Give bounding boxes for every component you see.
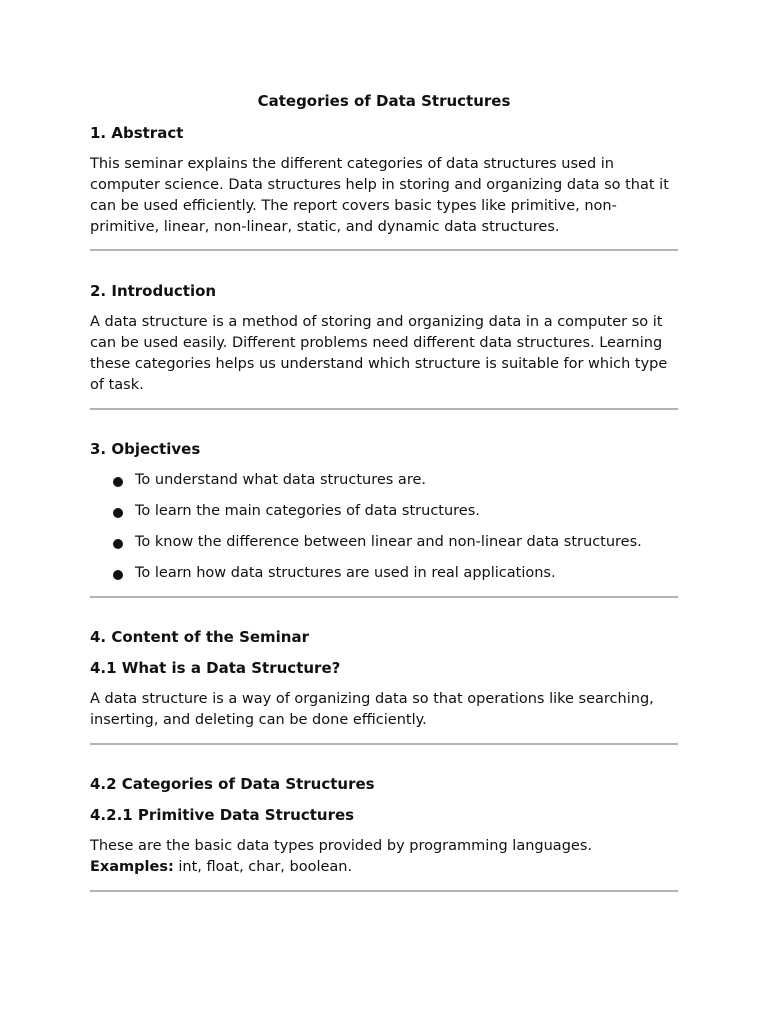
bullet-icon — [113, 477, 123, 487]
categories-section — [90, 774, 678, 878]
content-heading: 4. Content of the Seminar — [90, 628, 310, 646]
list-item — [90, 563, 678, 584]
primitive-heading: 4.2.1 Primitive Data Structures — [90, 806, 355, 824]
list-item — [90, 470, 678, 491]
abstract-paragraph: This seminar explains the different categories of data structures used in computer science. Data structures help in storing and organizing data so that it can be used efficiently. The report covers basic types like primitive, non-primitive, linear, non-linear, static, and dynamic data structures. — [90, 156, 669, 235]
section-divider — [90, 249, 678, 251]
list-item — [90, 501, 678, 522]
introduction-heading: 2. Introduction — [90, 282, 217, 300]
objectives-heading: 3. Objectives — [90, 440, 201, 458]
list-item-text: To know the difference between linear and non-linear data structures. — [135, 534, 642, 550]
introduction-section — [90, 281, 678, 396]
content-section — [90, 627, 678, 731]
what-is-paragraph: A data structure is a way of organizing data so that operations like searching, inserting, and deleting can be done efficiently. — [90, 691, 654, 728]
objectives-list — [90, 470, 678, 584]
list-item-text: To learn how data structures are used in real applications. — [135, 565, 556, 581]
list-item-text: To learn the main categories of data structures. — [135, 503, 480, 519]
categories-heading: 4.2 Categories of Data Structures — [90, 775, 375, 793]
primitive-paragraph — [90, 836, 678, 878]
examples-text: int, float, char, boolean. — [173, 859, 353, 875]
section-divider — [90, 408, 678, 410]
objectives-section — [90, 439, 678, 584]
what-is-heading: 4.1 What is a Data Structure? — [90, 659, 341, 677]
abstract-section — [90, 123, 678, 238]
document-page — [90, 91, 678, 892]
section-divider — [90, 743, 678, 745]
abstract-heading: 1. Abstract — [90, 124, 184, 142]
document-title: Categories of Data Structures — [257, 92, 511, 110]
bullet-icon — [113, 570, 123, 580]
examples-label: Examples: — [90, 859, 174, 875]
bullet-icon — [113, 539, 123, 549]
bullet-icon — [113, 508, 123, 518]
list-item-text: To understand what data structures are. — [135, 472, 426, 488]
introduction-paragraph: A data structure is a method of storing and organizing data in a computer so it can be used easily. Different problems need different data structures. Learning these categories helps us understand which structure is suitable for which type of task. — [90, 314, 668, 393]
section-divider — [90, 596, 678, 598]
section-divider — [90, 890, 678, 892]
primitive-text: These are the basic data types provided by programming languages. — [90, 838, 592, 854]
list-item — [90, 532, 678, 553]
